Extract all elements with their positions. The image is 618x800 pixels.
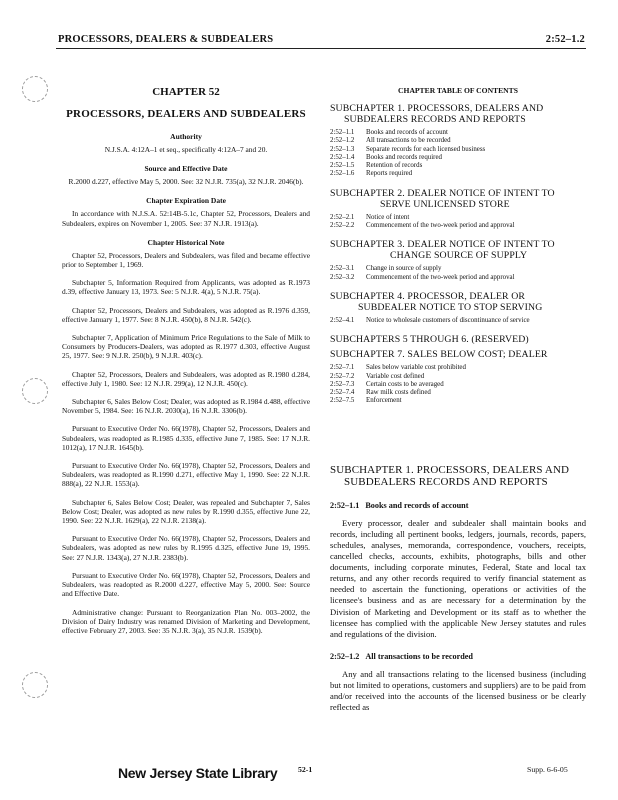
toc-subchapter-line: SUBCHAPTER 3. DEALER NOTICE OF INTENT TO [330,239,555,251]
expiration-heading: Chapter Expiration Date [146,196,226,206]
toc-entry-title: Commencement of the two-week period and approval [366,273,515,281]
section-number: 2:52–1.1 [330,500,360,510]
toc-subchapter-line: SUBCHAPTER 1. PROCESSORS, DEALERS AND [330,103,544,114]
toc-entry-title: Change in source of supply [366,265,442,273]
toc-entry-number: 2:52–7.1 [330,364,355,372]
history-paragraph: Chapter 52, Processors, Dealers and Subdealers, was adopted as R.1980 d.284, effective July 1, 1980. See: 12 N.J.R. 299(a), 12 N.J.R. 450(c). [62,369,310,388]
section-title: Books and records of account [365,500,469,510]
history-paragraph: Subchapter 6, Sales Below Cost; Dealer, was adopted as R.1984 d.488, effective November 5, 1984. See: 16 N.J.R. 2030(a), 16 N.J.R. 3306(b). [62,397,310,416]
history-paragraph: Pursuant to Executive Order No. 66(1978), Chapter 52, Processors, Dealers and Subdealers, was adopted as new rules by R.1995 d.325, effective June 19, 1995. See: 27 N.J.R. 1343(a), 27 N.J.R. 2383(b). [62,534,310,562]
toc-subchapter-2 [330,188,586,210]
section-number: 2:52–1.2 [330,651,360,661]
toc-entry[interactable] [330,317,586,325]
toc-entry-number: 2:52–4.1 [330,316,355,324]
toc-entry-title: Reports required [366,170,413,178]
toc-entry[interactable] [330,364,586,372]
toc-entry[interactable] [330,137,586,145]
toc-entry-title: Notice of intent [366,213,410,221]
toc-entry-title: Notice to wholesale customers of discontinuance of service [366,316,530,324]
section-heading [330,501,586,510]
section-text: Every processor, dealer and subdealer shall maintain books and records, including all pertinent books, ledgers, journals, records, papers, schedules, analyses, memoranda, correspondence, vouchers, receipts, cancelled checks, accounts, exhibits, photographs, bills and other documents, including corporate minutes, Federal, State and local tax returns, and any other records required to verify financial statement as needed to ascertain the functioning, operations or activities of the licensee's business and as are necessary for a determination by the Division of Marketing and Development or its staff as to whether the licensee has complied with the applicable New Jersey statutes and rules and regulations of the division. [330,517,586,639]
history-paragraph: Administrative change: Pursuant to Reorganization Plan No. 003–2002, the Division of Dairy Industry was renamed Division of Marketing and Development, effective February 27, 2003. See: 35 N.J.R. 3(a), 35 N.J.R. 1539(b). [62,607,310,635]
toc-subchapter-line: SUBDEALERS RECORDS AND REPORTS [344,114,526,125]
library-stamp: New Jersey State Library [118,765,278,781]
toc-entry-title: Separate records for each licensed business [366,145,486,153]
toc-entry-number: 2:52–3.1 [330,265,355,273]
expiration-text: In accordance with N.J.S.A. 52:14B-5.1c, Chapter 52, Processors, Dealers and Subdealers, expires on November 1, 2005. See: 37 N.J.R. 1913(a). [62,209,310,228]
toc-entry-number: 2:52–1.1 [330,129,355,136]
toc-entry[interactable] [330,222,586,230]
history-paragraph: Chapter 52, Processors, Dealers and Subdealers, was adopted as R.1976 d.359, effective January 1, 1977. See: 8 N.J.R. 450(b), 8 N.J.R. 542(c). [62,305,310,324]
toc-subchapter-3 [330,239,586,261]
toc-subchapter-line: SUBCHAPTER 4. PROCESSOR, DEALER OR [330,290,526,302]
punch-hole-mark [22,378,48,404]
running-header [58,34,585,45]
history-paragraph: Pursuant to Executive Order No. 66(1978), Chapter 52, Processors, Dealers and Subdealers, was readopted as R.1985 d.335, effective June 7, 1985. See: 17 N.J.R. 1012(a), 17 N.J.R. 1645(b). [62,424,310,452]
toc-entry-number: 2:52–7.5 [330,397,355,405]
source-text: R.2000 d.227, effective May 5, 2000. See: 32 N.J.R. 735(a), 32 N.J.R. 2046(b). [68,177,304,187]
subchapter-1-heading [330,464,586,489]
punch-hole-mark [22,76,48,102]
toc-subchapter-4 [330,291,586,313]
history-paragraph: Subchapter 5, Information Required from Applicants, was adopted as R.1973 d.39, effective January 13, 1973. See: 5 N.J.R. 4(a), 5 N.J.R. 75(a). [62,278,310,297]
toc-entry[interactable] [330,397,586,405]
header-rule [56,48,586,49]
toc-entry-title: Sales below variable cost prohibited [366,364,466,372]
toc-entry[interactable] [330,129,586,137]
chapter-number: CHAPTER 52 [152,86,220,98]
toc-entry-number: 2:52–1.3 [330,145,355,153]
toc-subchapter-7 [330,349,586,360]
toc-entry-number: 2:52–1.2 [330,137,355,145]
right-column [330,78,586,725]
toc-entry-title: Books and records required [366,153,442,161]
section-title: All transactions to be recorded [365,651,473,661]
punch-hole-mark [22,672,48,698]
toc-entry-number: 2:52–7.2 [330,372,355,380]
history-paragraph: Subchapter 7, Application of Minimum Price Regulations to the Sale of Milk to Consumers by Producers-Dealers, was adopted as R.1977 d.303, effective August 25, 1977. See: 9 N.J.R. 250(b), 9 N.J.R. 403(c). [62,333,310,361]
subchapter-heading-line: SUBCHAPTER 1. PROCESSORS, DEALERS AND [330,463,570,476]
toc-entry-number: 2:52–7.3 [330,380,355,388]
toc-subchapter-line: SUBCHAPTER 2. DEALER NOTICE OF INTENT TO [330,187,555,199]
section-heading [330,652,586,661]
toc-entry-number: 2:52–2.2 [330,222,355,230]
toc-entry-number: 2:52–7.4 [330,389,355,397]
toc-entry[interactable] [330,154,586,162]
history-paragraph: Pursuant to Executive Order No. 66(1978), Chapter 52, Processors, Dealers and Subdealers, was readopted as R.2000 d.227, effective May 5, 2000. See: Source and Effective Date. [62,570,310,599]
subchapter-heading-line: SUBDEALERS RECORDS AND REPORTS [344,476,548,489]
chapter-title: PROCESSORS, DEALERS AND SUBDEALERS [66,108,306,120]
toc-subchapter-line: SUBDEALER NOTICE TO STOP SERVING [358,301,543,313]
toc-entry-title: Commencement of the two-week period and approval [366,222,515,230]
toc-entry[interactable] [330,170,586,178]
toc-entry-title: Certain costs to be averaged [366,380,444,388]
toc-subchapter-line: CHANGE SOURCE OF SUPPLY [390,250,528,262]
toc-entry[interactable] [330,265,586,273]
toc-entry-title: Enforcement [366,397,402,405]
toc-subchapter-line: SUBCHAPTER 7. SALES BELOW COST; DEALER [330,349,548,361]
toc-subchapter-1 [330,103,586,125]
toc-entry[interactable] [330,381,586,389]
toc-entry-title: Raw milk costs defined [366,389,431,397]
toc-entry-title: Variable cost defined [366,372,425,380]
header-title: PROCESSORS, DEALERS & SUBDEALERS [58,34,274,45]
toc-entry[interactable] [330,146,586,154]
toc-entry-number: 2:52–1.4 [330,153,355,161]
supplement-date: Supp. 6-6-05 [527,765,568,774]
header-section-number: 2:52–1.2 [545,34,585,45]
authority-heading: Authority [170,132,202,141]
history-paragraph: Subchapter 6, Sales Below Cost; Dealer, was repealed and Subchapter 7, Sales Below Cost; Dealer, was adopted as new rules by R.1990 d.355, effective June 22, 1990. See: 22 N.J.R. 1629(a), 22 N.J.R. 2138(a). [62,497,310,526]
toc-entry[interactable] [330,274,586,282]
toc-subchapter-line: SERVE UNLICENSED STORE [380,198,510,210]
toc-entry-title: Retention of records [366,162,423,170]
authority-text: N.J.S.A. 4:12A–1 et seq., specifically 4:12A–7 and 20. [104,145,268,154]
toc-entry-title: Books and records of account [366,129,448,136]
history-paragraph: Pursuant to Executive Order No. 66(1978), Chapter 52, Processors, Dealers and Subdealers, was readopted as R.1990 d.271, effective May 1, 1990. See: 22 N.J.R. 888(a), 22 N.J.R. 1553(a). [62,461,310,489]
source-heading: Source and Effective Date [144,164,228,174]
toc-entry[interactable] [330,214,586,222]
toc-entry-number: 2:52–1.5 [330,162,355,170]
page-number: 52-1 [298,765,313,774]
toc-entry[interactable] [330,373,586,381]
left-column [62,78,310,644]
toc-entry-number: 2:52–2.1 [330,213,355,221]
toc-entry[interactable] [330,162,586,170]
toc-entry[interactable] [330,389,586,397]
toc-entry-number: 2:52–1.6 [330,170,355,178]
toc-entry-title: All transactions to be recorded [366,137,451,145]
section-text: Any and all transactions relating to the licensed business (including but not limited to operations, customers and suppliers) are to be paid from and/or received into the accounts of the licensed business or be clearly reflected as [330,668,586,713]
toc-subchapters-reserved: SUBCHAPTERS 5 THROUGH 6. (RESERVED) [330,334,529,346]
history-heading: Chapter Historical Note [147,237,225,247]
toc-heading: CHAPTER TABLE OF CONTENTS [398,86,518,95]
toc-entry-number: 2:52–3.2 [330,273,355,281]
history-paragraph: Chapter 52, Processors, Dealers and Subdealers, was filed and became effective prior to September 1, 1969. [62,250,310,270]
